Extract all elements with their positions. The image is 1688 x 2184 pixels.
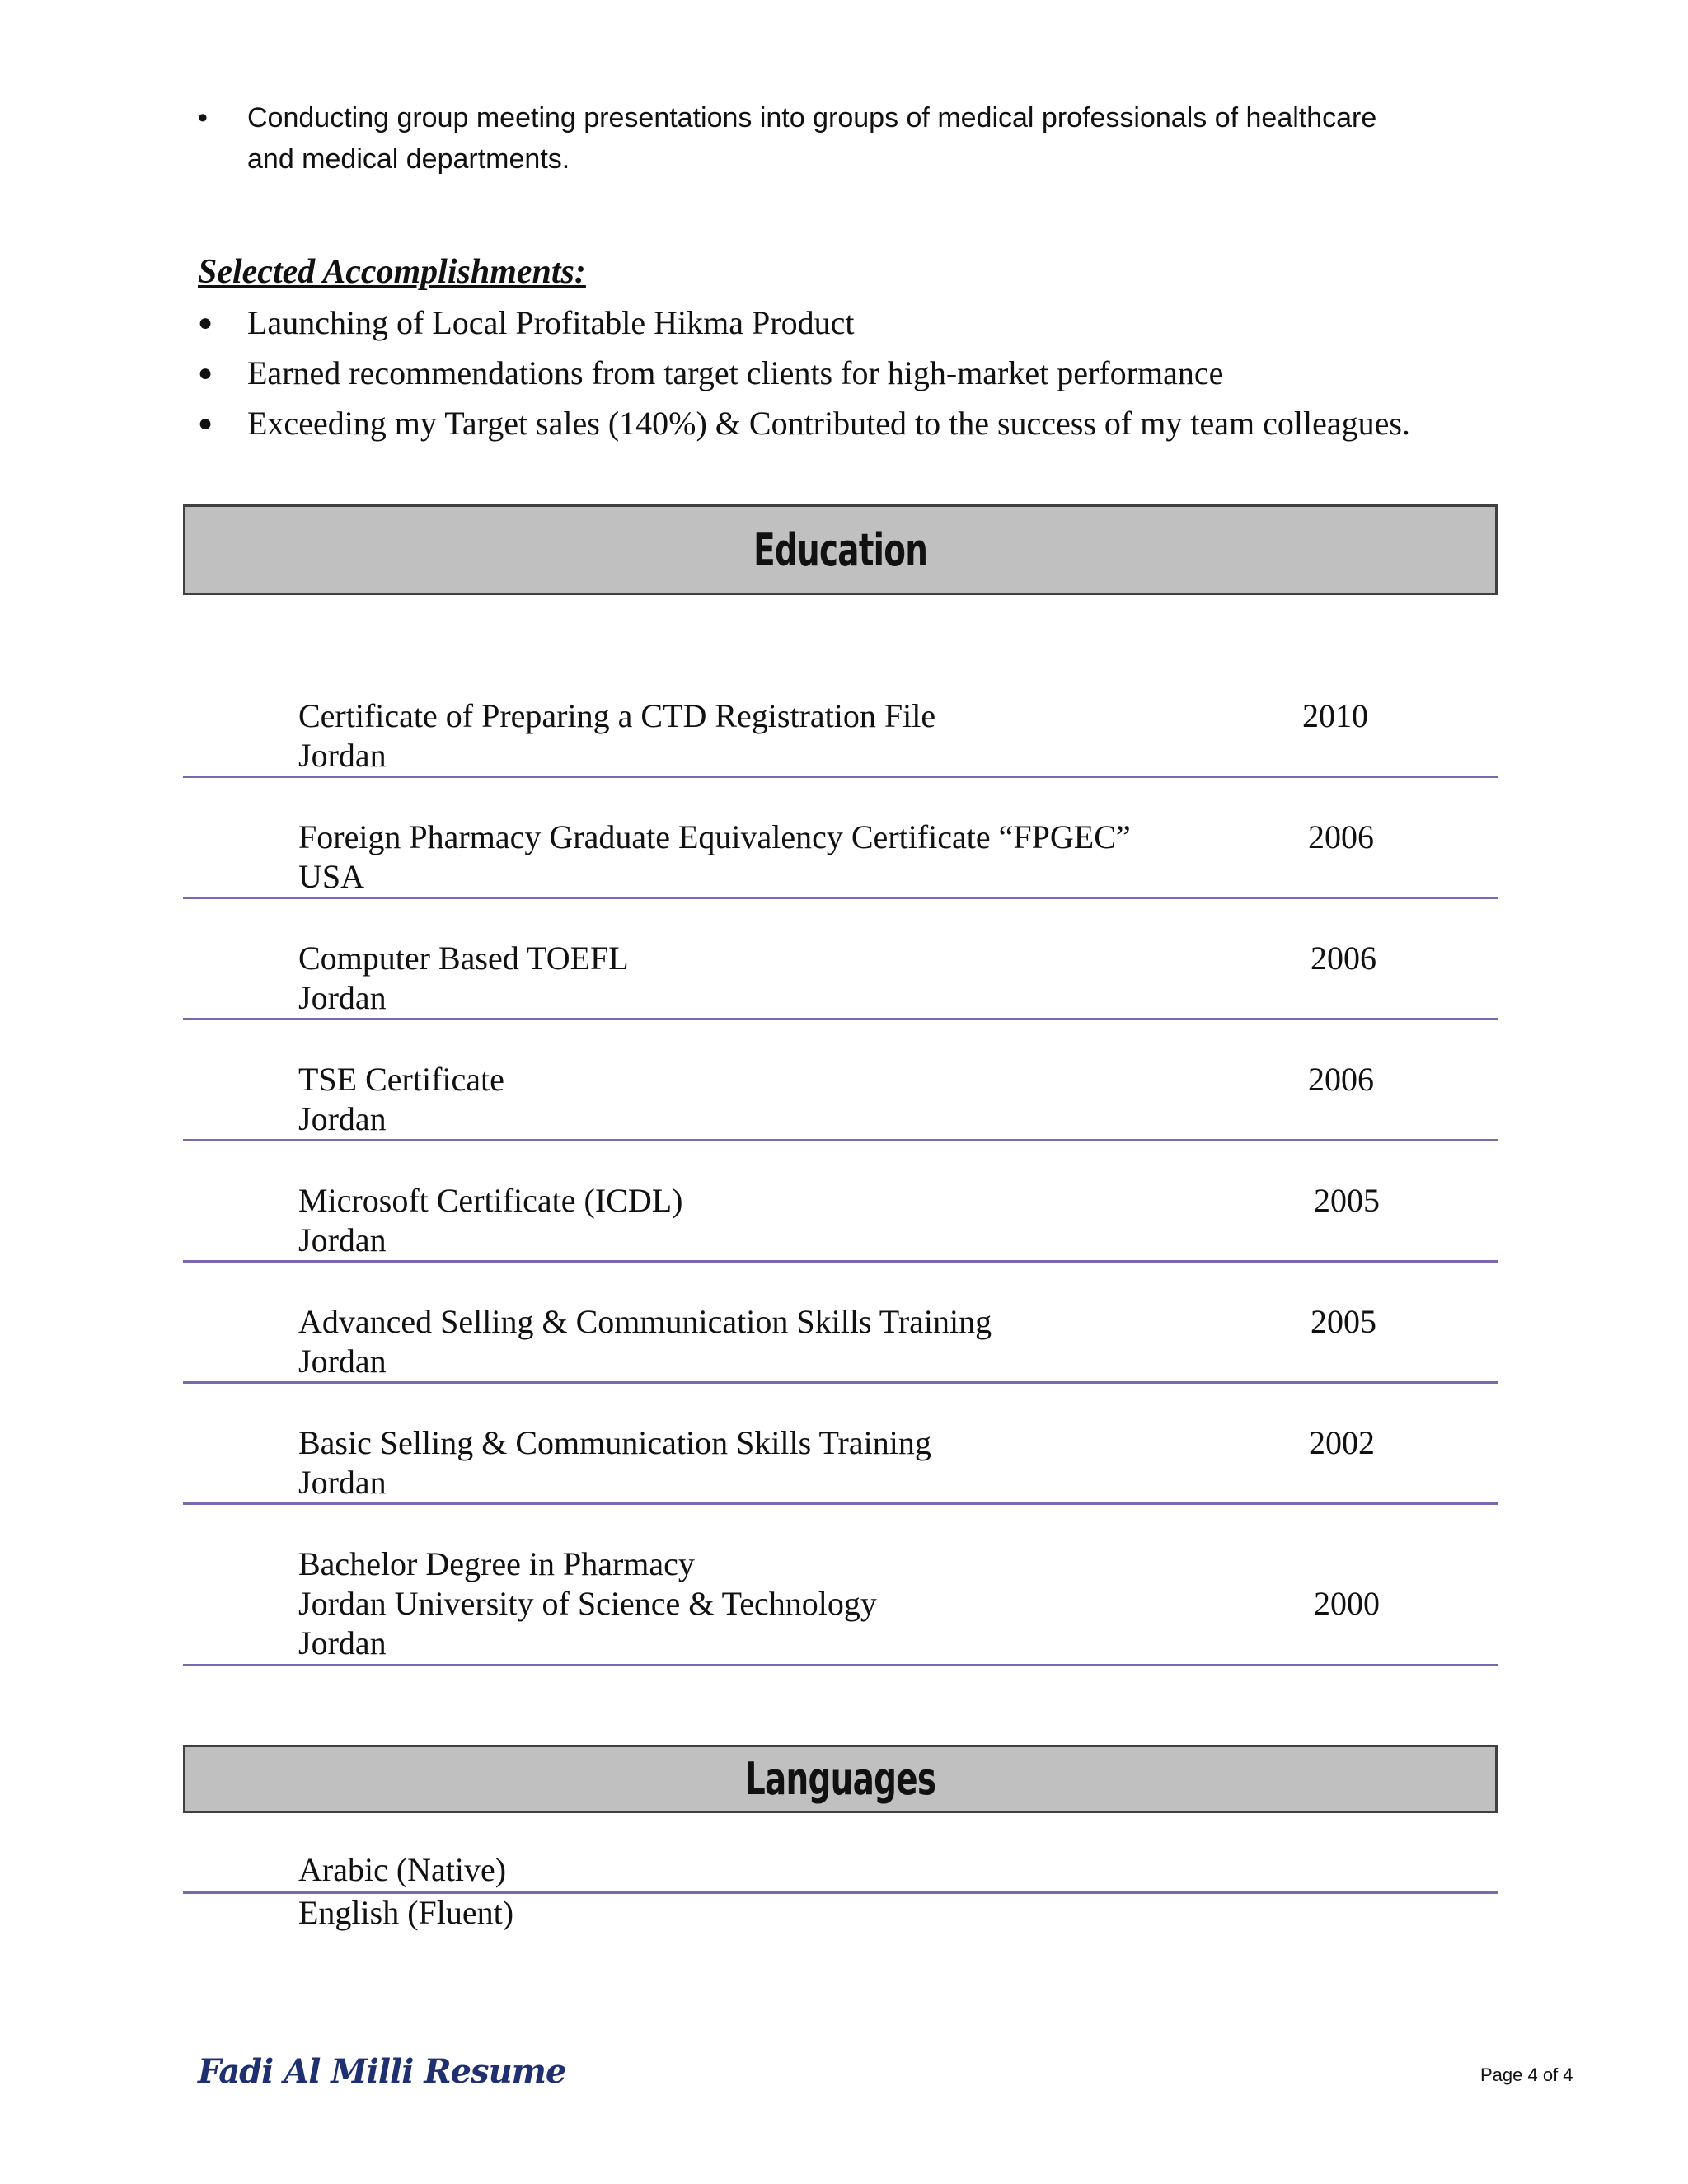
education-entry-year: 2006: [1308, 818, 1374, 855]
education-entry-location: Jordan: [298, 1624, 387, 1661]
education-entry-location: Jordan: [298, 1221, 387, 1258]
accomplishment-text: Earned recommendations from target clients for high-market performance: [247, 354, 1224, 391]
education-entry-year: 2005: [1314, 1182, 1380, 1219]
education-entry: [183, 1052, 1498, 1141]
bullet-icon: ●: [198, 309, 213, 336]
education-entry-institution: Jordan University of Science & Technology: [298, 1585, 877, 1622]
education-entry-title: Certificate of Preparing a CTD Registration File: [298, 697, 936, 734]
education-entry-title: Foreign Pharmacy Graduate Equivalency Certificate “FPGEC”: [298, 818, 1131, 855]
intro-bullet-text: [247, 97, 1517, 180]
education-entry: [183, 809, 1498, 899]
accomplishment-item: [198, 298, 1517, 348]
education-entry-location: Jordan: [298, 737, 387, 774]
education-entry: [183, 1536, 1498, 1666]
education-entry: [183, 688, 1498, 778]
bullet-icon: •: [198, 102, 208, 134]
education-title: Education: [753, 523, 928, 576]
education-entry-year: 2006: [1311, 940, 1376, 977]
education-entry-title: TSE Certificate: [298, 1061, 504, 1098]
education-entry: [183, 1415, 1498, 1505]
education-entry: [183, 930, 1498, 1020]
accomplishments-heading: Selected Accomplishments:: [198, 253, 586, 291]
languages-header: [183, 1745, 1498, 1813]
languages-title: Languages: [744, 1753, 936, 1805]
footer-resume-name: Fadi Al Milli Resume: [198, 2052, 566, 2091]
education-entry-location: Jordan: [298, 1464, 387, 1501]
language-item: Arabic (Native): [298, 1851, 507, 1888]
page-number: Page 4 of 4: [1480, 2064, 1573, 2085]
education-entry-title: Computer Based TOEFL: [298, 940, 629, 977]
education-entry-location: Jordan: [298, 1343, 387, 1380]
education-entry-year: 2002: [1309, 1424, 1375, 1461]
intro-bullet-line: and medical departments.: [247, 143, 570, 175]
education-entry-location: USA: [298, 858, 365, 895]
bullet-icon: ●: [198, 410, 213, 437]
education-entry: [183, 1294, 1498, 1384]
education-header: [183, 504, 1498, 595]
education-entry-title: Basic Selling & Communication Skills Training: [298, 1424, 931, 1461]
education-entry-year: 2005: [1311, 1303, 1376, 1340]
education-entry-title: Bachelor Degree in Pharmacy: [298, 1545, 695, 1582]
education-entry-year: 2010: [1302, 697, 1368, 734]
education-entry: [183, 1173, 1498, 1263]
accomplishment-text: Exceeding my Target sales (140%) & Contributed to the success of my team colleagues.: [247, 405, 1410, 442]
education-entry-title: Microsoft Certificate (ICDL): [298, 1182, 683, 1219]
education-entry-location: Jordan: [298, 979, 387, 1016]
intro-bullet-line: Conducting group meeting presentations into groups of medical professionals of healthcare: [247, 102, 1377, 134]
education-entry-location: Jordan: [298, 1100, 387, 1137]
accomplishment-text: Launching of Local Profitable Hikma Product: [247, 304, 855, 341]
accomplishment-item: [198, 349, 1517, 398]
bullet-icon: ●: [198, 359, 213, 387]
education-entry-title: Advanced Selling & Communication Skills Training: [298, 1303, 992, 1340]
education-entry-year: 2000: [1314, 1585, 1380, 1622]
accomplishment-item: [198, 399, 1517, 448]
language-item: English (Fluent): [298, 1894, 514, 1931]
education-entry-year: 2006: [1308, 1061, 1374, 1098]
